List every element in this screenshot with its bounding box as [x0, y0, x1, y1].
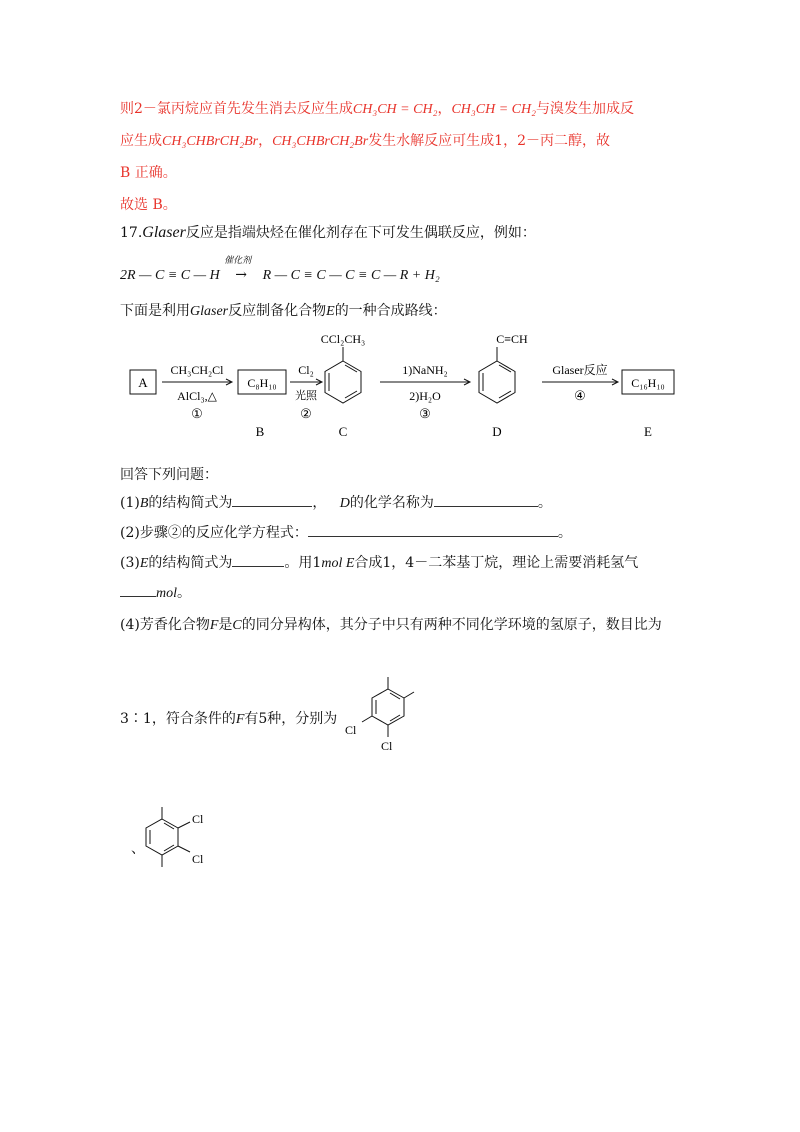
chlorine-label: Cl — [192, 852, 204, 866]
step-4-label: ④ — [574, 388, 586, 403]
chlorine-label: Cl — [381, 739, 393, 753]
step-1-label: ① — [191, 406, 203, 421]
chlorine-label: Cl — [345, 723, 357, 737]
reagent-2-top: Cl₂ — [298, 363, 314, 377]
reagent-1-bottom: AlCl₃,△ — [177, 389, 217, 403]
question-2: (2)步骤②的反应化学方程式： 。 — [120, 525, 572, 541]
compound-a: A — [138, 375, 148, 390]
step-3-label: ③ — [419, 406, 431, 421]
question-17-intro: 17.Glaser反应是指端炔烃在催化剂存在下可发生偶联反应，例如： — [120, 224, 536, 241]
label-d: D — [492, 424, 502, 439]
label-c: C — [338, 424, 348, 439]
question-3: (3)E的结构简式为 。用1mol E合成1，4－二苯基丁烷，理论上需要消耗氢气 — [120, 555, 639, 571]
equation-left: 2R — C ≡ C — H — [120, 268, 220, 283]
reagent-2-bottom: 光照 — [295, 390, 317, 402]
label-e: E — [644, 424, 652, 439]
reaction-arrow: → — [235, 267, 247, 283]
catalyst-label: 催化剂 — [224, 256, 252, 266]
reagent-3-bottom: 2)H₂O — [409, 389, 441, 403]
compound-c-substituent: CCl₂CH₃ — [320, 332, 366, 346]
chlorine-label: Cl — [192, 812, 204, 826]
reagent-1-top: CH₃CH₂Cl — [170, 363, 224, 377]
question-4: (4)芳香化合物F是C的同分异构体，其分子中只有两种不同化学环境的氢原子，数目比为 — [120, 617, 662, 633]
solution-line-3: B 正确。 — [120, 165, 177, 181]
question-3-continued: mol。 — [120, 584, 191, 603]
compound-d-substituent: C≡CH — [496, 332, 528, 346]
question-1: (1)B的结构简式为 ， D的化学名称为 。 — [120, 495, 552, 511]
step-2-label: ② — [300, 406, 312, 421]
question-4-continued: 3∶1，符合条件的F有5种，分别为 — [120, 711, 338, 727]
solution-line-1: 则2－氯丙烷应首先发生消去反应生成CH₃CH = CH₂，CH₃CH = CH₂与溴发生加成反 — [120, 101, 634, 117]
compound-b-formula: C₈H₁₀ — [247, 376, 277, 390]
route-intro: 下面是利用Glaser反应制备化合物E的一种合成路线： — [120, 303, 447, 319]
solution-line-2: 应生成CH₃CHBrCH₂Br，CH₃CHBrCH₂Br发生水解反应可生成1，2－丙二醇，故 — [120, 133, 611, 149]
equation-right: R — C ≡ C — C ≡ C — R + H₂ — [262, 268, 440, 283]
compound-e-formula: C₁₆H₁₀ — [631, 376, 665, 390]
answer-prompt: 回答下列问题： — [120, 467, 218, 483]
label-b: B — [255, 424, 265, 439]
isomer-separator: 、 — [131, 841, 145, 857]
reagent-4-top: Glaser反应 — [552, 363, 608, 377]
solution-conclusion: 故选 B。 — [120, 197, 177, 213]
reagent-3-top: 1)NaNH₂ — [402, 363, 448, 377]
